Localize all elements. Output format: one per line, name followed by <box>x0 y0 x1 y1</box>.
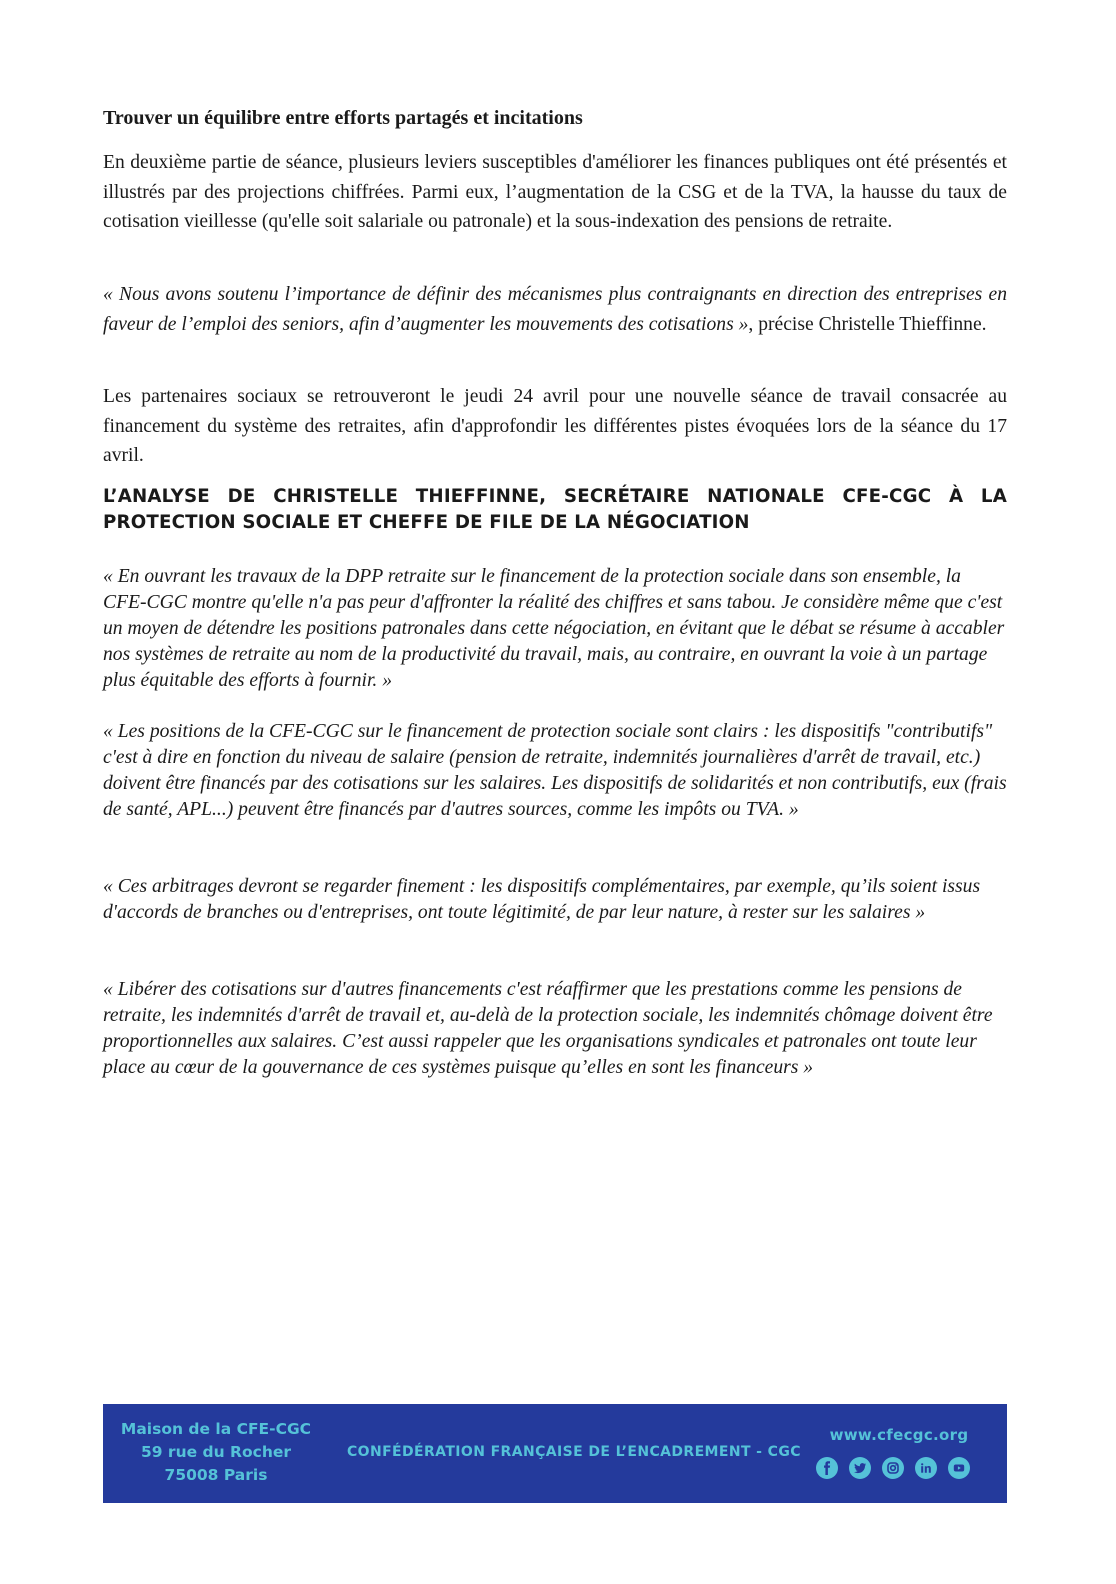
address-line: 75008 Paris <box>164 1466 268 1484</box>
footer-band <box>103 1404 1007 1503</box>
footer-address <box>103 1418 329 1487</box>
analysis-quote: « Ces arbitrages devront se regarder finement : les dispositifs complémentaires, par exemple, qu’ils soient issus d'accords de branches ou d'entreprises, ont toute légitimité, de par leur nature, à rester sur les salaires » <box>103 876 981 923</box>
quote-text: « Nous avons soutenu l’importance de définir des mécanismes plus contraignants en direction des entreprises en faveur de l’emploi des seniors, afin d’augmenter les mouvements des cotisations » <box>103 284 1007 335</box>
twitter-icon[interactable] <box>849 1457 871 1479</box>
analysis-quote: « Les positions de la CFE-CGC sur le financement de protection sociale sont clairs : les dispositifs "contributifs" c'est à dire en fonction du niveau de salaire (pension de retraite, indemnités journalières d'arrêt de travail, etc.) doivent être financés par des cotisations sur les salaires. Les dispositifs de solidarités et non contributifs, eux (frais de santé, APL...) peuvent être financés par d'autres sources, comme les impôts ou TVA. » <box>103 721 1007 820</box>
confederation-name: CONFÉDÉRATION FRANÇAISE DE L’ENCADREMENT - CGC <box>347 1444 801 1460</box>
website-link[interactable]: www.cfecgc.org <box>829 1426 969 1444</box>
instagram-icon[interactable] <box>882 1457 904 1479</box>
analysis-quote: « Libérer des cotisations sur d'autres financements c'est réaffirmer que les prestations comme les pensions de retraite, les indemnités d'arrêt de travail et, au-delà de la protection sociale, les indemnités chômage doivent être proportionnelles aux salaires. C’est aussi rappeler que les organisations syndicales et patronales ont toute leur place au cœur de la gouvernance de ces systèmes puisque qu’elles en sont les financeurs » <box>103 979 993 1078</box>
paragraph-next-meeting: Les partenaires sociaux se retrouveront le jeudi 24 avril pour une nouvelle séance de travail consacrée au financement du système des retraites, afin d'approfondir les différentes pistes évoquées lors de la séance du 17 avril. <box>103 386 1007 466</box>
facebook-icon[interactable] <box>816 1457 838 1479</box>
address-line: 59 rue du Rocher <box>140 1443 292 1461</box>
paragraph-quote <box>103 280 1007 339</box>
youtube-icon[interactable] <box>948 1457 970 1479</box>
paragraph-levers: En deuxième partie de séance, plusieurs leviers susceptibles d'améliorer les finances publiques ont été présentés et illustrés par des projections chiffrées. Parmi eux, l’augmentation de la CSG et de la TVA, la hausse du taux de cotisation vieillesse (qu'elle soit salariale ou patronale) et la sous-indexation des pensions de retraite. <box>103 152 1007 232</box>
linkedin-icon[interactable] <box>915 1457 937 1479</box>
analysis-quote: « En ouvrant les travaux de la DPP retraite sur le financement de la protection sociale dans son ensemble, la CFE-CGC montre qu'elle n'a pas peur d'affronter la réalité des chiffres et sans tabou. Je considère même que c'est un moyen de détendre les positions patronales dans cette négociation, en évitant que le débat se résume à accabler nos systèmes de retraite au nom de la productivité du travail, mais, au contraire, en ouvrant la voie à un partage plus équitable des efforts à fournir. » <box>103 566 1005 691</box>
analysis-heading: L’ANALYSE DE CHRISTELLE THIEFFINNE, SECRÉTAIRE NATIONALE CFE-CGC À LA PROTECTION SOCIALE ET CHEFFE DE FILE DE LA NÉGOCIATION <box>103 486 1007 533</box>
section-title: Trouver un équilibre entre efforts partagés et incitations <box>103 107 583 129</box>
social-icons <box>813 1457 973 1479</box>
quote-attribution: , précise Christelle Thieffinne. <box>748 313 987 335</box>
address-line: Maison de la CFE-CGC <box>120 1420 312 1438</box>
